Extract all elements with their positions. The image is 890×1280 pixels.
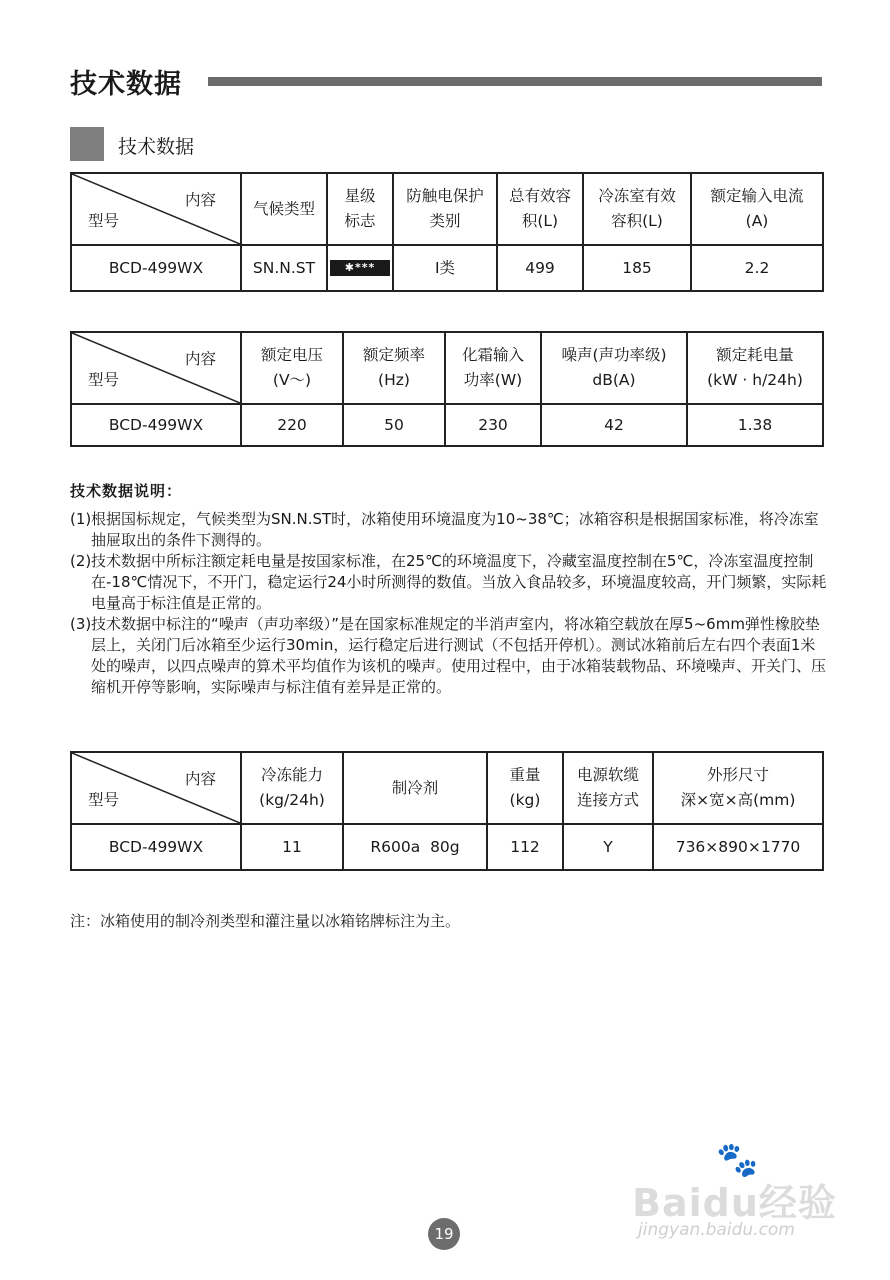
table-row <box>71 245 823 291</box>
header-model-label: 型号 <box>88 791 120 809</box>
note-item <box>70 509 830 551</box>
header-line2: 功率(W) <box>463 371 523 389</box>
frequency-cell: 50 <box>343 404 445 446</box>
table-row <box>71 824 823 870</box>
header-line1: 制冷剂 <box>391 778 439 797</box>
technical-notes <box>70 481 830 698</box>
header-weight <box>487 752 563 824</box>
section-square-icon <box>70 127 104 161</box>
spec-table-3 <box>70 751 824 871</box>
header-freezing-capacity <box>241 752 343 824</box>
baidu-watermark <box>632 1140 842 1240</box>
note-number: (3) <box>70 615 92 633</box>
header-line2: (kW · h/24h) <box>707 371 803 389</box>
total-volume-cell: 499 <box>497 245 583 291</box>
freezer-volume-cell: 185 <box>583 245 691 291</box>
header-line1: 冷冻室有效 <box>598 187 676 205</box>
header-content-label: 内容 <box>184 191 216 209</box>
header-line2: 积(L) <box>521 212 559 230</box>
header-line1: 总有效容 <box>508 187 571 205</box>
page-number: 19 <box>428 1218 460 1250</box>
power-cord-cell: Y <box>563 824 653 870</box>
header-total-volume <box>497 173 583 245</box>
header-noise <box>541 332 687 404</box>
header-line2: 深×宽×高(mm) <box>680 791 796 809</box>
model-cell: BCD-499WX <box>71 824 241 870</box>
header-line1: 星级 <box>344 187 376 205</box>
header-defrost-power <box>445 332 541 404</box>
dimensions-cell: 736×890×1770 <box>653 824 823 870</box>
notes-title: 技术数据说明： <box>70 482 183 500</box>
header-line1: 额定输入电流 <box>710 187 804 205</box>
header-line2: (kg/24h) <box>259 791 325 809</box>
defrost-power-cell: 230 <box>445 404 541 446</box>
table-row <box>71 404 823 446</box>
note-text: 技术数据中所标注额定耗电量是按国家标准，在25℃的环境温度下，冷藏室温度控制在5℃，冷冻室温度控制在-18℃情况下，不开门，稳定运行24小时所测得的数值。当放入食品较多，环境温度较高，开门频繁，实际耗电量高于标注值是正常的。 <box>91 552 827 612</box>
header-model-label: 型号 <box>88 371 120 389</box>
header-line2: 连接方式 <box>576 791 639 809</box>
table-corner-cell <box>71 332 241 404</box>
header-line2: (V～) <box>272 371 312 389</box>
consumption-cell: 1.38 <box>687 404 823 446</box>
note-text: 技术数据中标注的“噪声（声功率级）”是在国家标准规定的半消声室内，将冰箱空载放在厚5~6mm弹性橡胶垫层上，关闭门后冰箱至少运行30min，运行稳定后进行测试（不包括开停机）。测试冰箱前后左右四个表面1米处的噪声，以四点噪声的算术平均值作为该机的噪声。使用过程中，由于冰箱装载物品、环境噪声、开关门、压缩机开停等影响，实际噪声与标注值有差异是正常的。 <box>91 615 827 696</box>
header-model-label: 型号 <box>88 212 120 230</box>
table-corner-cell <box>71 173 241 245</box>
header-line1: 重量 <box>509 766 541 784</box>
header-line2: 容积(L) <box>611 212 663 230</box>
header-line2: (A) <box>745 212 769 230</box>
header-protection-class <box>393 173 497 245</box>
climate-cell: SN.N.ST <box>241 245 327 291</box>
header-freezer-volume <box>583 173 691 245</box>
note-number: (1) <box>70 510 92 528</box>
header-line2: 标志 <box>344 212 376 230</box>
current-cell: 2.2 <box>691 245 823 291</box>
spec-table-1 <box>70 172 824 292</box>
header-line1: 防触电保护 <box>406 187 484 205</box>
header-dimensions <box>653 752 823 824</box>
weight-cell: 112 <box>487 824 563 870</box>
header-rule <box>208 77 822 86</box>
header-refrigerant <box>343 752 487 824</box>
note-item <box>70 614 830 698</box>
star-rating-icon: ✱*** <box>330 260 390 276</box>
voltage-cell: 220 <box>241 404 343 446</box>
header-content-label: 内容 <box>184 350 216 368</box>
watermark-logo: Baidu经验 <box>632 1181 837 1225</box>
section-title: 技术数据 <box>118 136 195 158</box>
header-star-rating <box>327 173 393 245</box>
header-line1: 外形尺寸 <box>706 766 769 784</box>
header-line1: 化霜输入 <box>461 346 524 364</box>
page-title: 技术数据 <box>70 69 182 100</box>
header-line2: dB(A) <box>592 371 636 389</box>
header-line1: 噪声(声功率级) <box>561 346 667 364</box>
header-line1: 冷冻能力 <box>260 766 323 784</box>
header-content-label: 内容 <box>184 770 216 788</box>
header-line2: (Hz) <box>378 371 410 389</box>
note-text: 根据国标规定，气候类型为SN.N.ST时，冰箱使用环境温度为10~38℃；冰箱容积是根据国家标准，将冷冻室抽屉取出的条件下测得的。 <box>91 510 819 549</box>
protection-cell: Ⅰ类 <box>393 245 497 291</box>
paw-icon: 🐾 <box>716 1140 759 1180</box>
page-header <box>70 60 822 100</box>
star-label-cell <box>327 245 393 291</box>
watermark-url: jingyan.baidu.com <box>638 1220 795 1240</box>
note-number: (2) <box>70 552 92 570</box>
refrigerant-cell: R600a 80g <box>343 824 487 870</box>
spec-table-2 <box>70 331 824 447</box>
header-line1: 气候类型 <box>252 199 315 218</box>
header-climate <box>241 173 327 245</box>
header-line2: 类别 <box>429 212 461 230</box>
header-rated-current <box>691 173 823 245</box>
note-item <box>70 551 830 614</box>
model-cell: BCD-499WX <box>71 245 241 291</box>
header-power-cord <box>563 752 653 824</box>
table-corner-cell <box>71 752 241 824</box>
footnote: 注：冰箱使用的制冷剂类型和灌注量以冰箱铭牌标注为主。 <box>70 912 461 930</box>
freezing-capacity-cell: 11 <box>241 824 343 870</box>
header-energy-consumption <box>687 332 823 404</box>
header-line1: 电源软缆 <box>576 766 639 784</box>
header-line1: 额定耗电量 <box>716 346 794 364</box>
header-line1: 额定电压 <box>260 346 323 364</box>
noise-cell: 42 <box>541 404 687 446</box>
model-cell: BCD-499WX <box>71 404 241 446</box>
header-rated-frequency <box>343 332 445 404</box>
header-line1: 额定频率 <box>362 346 425 364</box>
header-rated-voltage <box>241 332 343 404</box>
header-line2: (kg) <box>509 791 541 809</box>
